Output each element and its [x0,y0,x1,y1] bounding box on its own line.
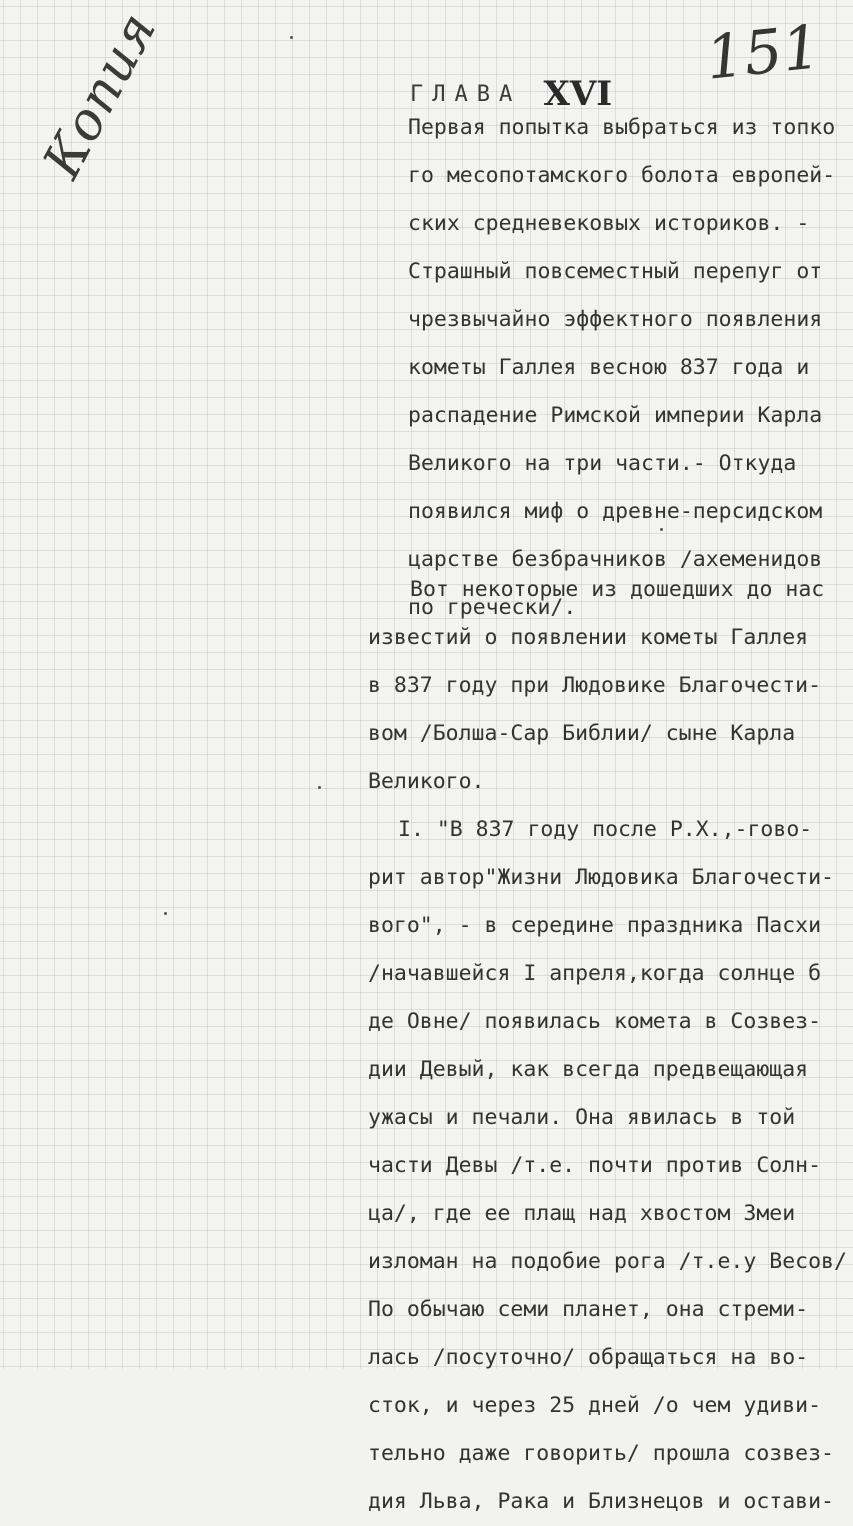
body-line: ужасы и печали. Она явилась в той [368,1105,796,1130]
body-line: известий о появлении кометы Галлея [368,625,809,650]
body-line: в 837 году при Людовике Благочести- [368,673,822,698]
chapter-heading-prefix: ГЛАВА [410,82,522,107]
body-line: вом /Болша-Сар Библии/ сыне Карла [368,721,796,746]
summary-line: распадение Римской империи Карла [408,403,823,428]
body-line: рит автор"Жизни Людовика Благочести- [368,865,834,890]
summary-line: кометы Галлея весною 837 года и [408,355,810,380]
paper-speck [660,528,663,531]
paper-speck [290,36,293,39]
summary-line: го месопотамского болота европей- [408,163,836,188]
body-line: I. "В 837 году после Р.Х.,-гово- [398,817,813,842]
body-line: лась /посуточно/ обращаться на во- [368,1345,809,1370]
summary-line: по гречески/. [408,595,577,620]
summary-line: Великого на три части.- Откуда [408,451,797,476]
body-line: дии Девый, как всегда предвещающая [368,1057,809,1082]
chapter-summary [408,104,848,632]
summary-line: Страшный повсеместный перепуг от [408,259,823,284]
chapter-number: XVI [543,74,613,114]
body-line: де Овне/ появилась комета в Созвез- [368,1009,822,1034]
summary-line: чрезвычайно эффектного появления [408,307,823,332]
body-line: сток, и через 25 дней /о чем удиви- [368,1393,822,1418]
summary-line: появился миф о древне-персидском [408,499,823,524]
summary-line: ских средневековых историков. - [408,211,810,236]
body-text [368,566,853,1526]
body-line: По обычаю семи планет, она стреми- [368,1297,809,1322]
body-line: Вот некоторые из дошедших до нас [410,577,825,602]
paper-speck [318,786,321,789]
handwritten-copy-note: Копия [32,2,169,188]
body-line: /начавшейся I апреля,когда солнце б [368,961,822,986]
paper-speck [164,912,167,915]
body-line: дия Льва, Рака и Близнецов и остави- [368,1489,834,1514]
body-line: ца/, где ее плащ над хвостом Змеи [368,1201,796,1226]
body-line: тельно даже говорить/ прошла созвез- [368,1441,834,1466]
summary-line: Первая попытка выбраться из топко [408,115,836,140]
body-line: Великого. [368,769,485,794]
body-line: изломан на подобие рога /т.е.у Весов/ [368,1249,847,1274]
body-line: части Девы /т.е. почти против Солн- [368,1153,822,1178]
page-number: 151 [702,12,824,94]
body-line: вого", - в середине праздника Пасхи [368,913,822,938]
summary-line: царстве безбрачников /ахеменидов [408,547,823,572]
